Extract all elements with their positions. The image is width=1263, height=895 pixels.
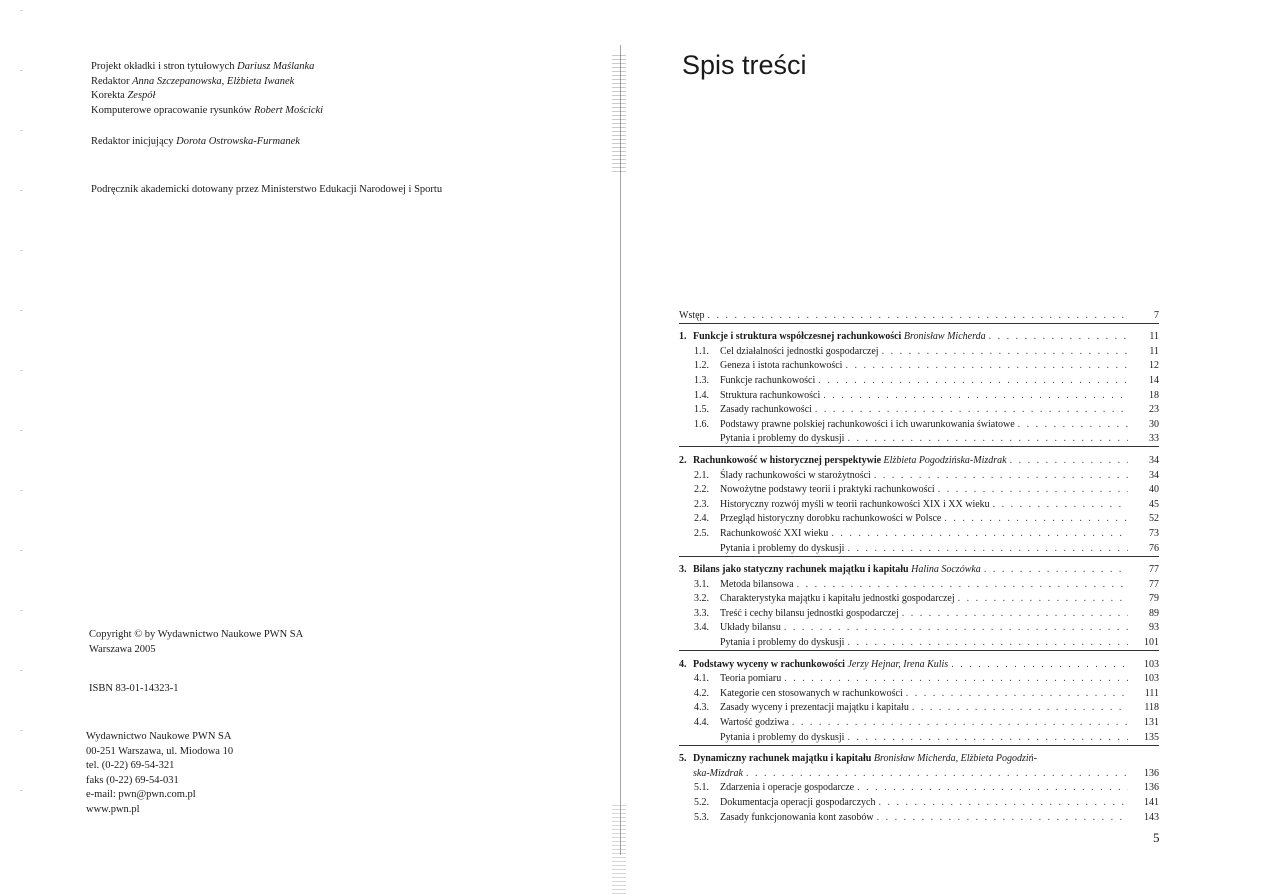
scan-speckle (612, 55, 626, 175)
initiating-editor: Redaktor inicjujący Dorota Ostrowska-Furmanek (91, 136, 300, 147)
toc-entry-chapter[interactable]: 4. Podstawy wyceny w rachunkowości Jerzy Hejnar, Irena Kulis . . . 103 (679, 655, 1159, 670)
right-page (625, 0, 1263, 893)
toc-entry-questions[interactable]: Pytania i problemy do dyskusji . . . 33 (679, 430, 1159, 445)
toc-entry-section[interactable]: 5.2. Dokumentacja operacji gospodarczych . . . 141 (679, 793, 1159, 808)
gutter-line (620, 45, 621, 855)
toc-entry-section[interactable]: 3.2. Charakterystyka majątku i kapitału jednostki gospodarczej . . . 79 (679, 590, 1159, 605)
toc-entry-chapter[interactable]: 1. Funkcje i struktura współczesnej rachunkowości Bronisław Micherda . . . 11 (679, 328, 1159, 343)
toc-entry-questions[interactable]: Pytania i problemy do dyskusji . . . 101 (679, 633, 1159, 648)
book-gutter (612, 45, 626, 855)
toc-entry-section[interactable]: 1.3. Funkcje rachunkowości . . . 14 (679, 371, 1159, 386)
credit-line: Projekt okładki i stron tytułowych Dariusz Maślanka (91, 61, 315, 72)
grant-note: Podręcznik akademicki dotowany przez Ministerstwo Edukacji Narodowej i Sportu (91, 184, 443, 195)
toc-entry-section[interactable]: 4.1. Teoria pomiaru . . . 103 (679, 670, 1159, 685)
toc-entry-chapter[interactable]: 2. Rachunkowość w historycznej perspektywie Elżbieta Pogodzińska-Mizdrak . . . 34 (679, 451, 1159, 466)
credit-line: Komputerowe opracowanie rysunków Robert Mościcki (91, 104, 324, 116)
toc-entry-section[interactable]: 2.3. Historyczny rozwój myśli w teorii rachunkowości XIX i XX wieku . . . 45 (679, 495, 1159, 510)
toc-entry-chapter[interactable]: 5. Dynamiczny rachunek majątku i kapitału Bronisław Micherda, Elżbieta Pogodziń- (679, 753, 1037, 765)
left-page (0, 0, 612, 893)
toc-entry-section[interactable]: 5.1. Zdarzenia i operacje gospodarcze . . . 136 (679, 779, 1159, 794)
copyright-block: Copyright © by Wydawnictwo Naukowe PWN SA Warszawa 2005 (89, 629, 304, 655)
toc-entry-chapter[interactable]: 3. Bilans jako statyczny rachunek majątku i kapitału Halina Soczówka . . . 77 (679, 561, 1159, 576)
toc-entry-intro[interactable]: Wstęp . . . 7 (679, 306, 1159, 321)
credit-line: Korekta Zespół (91, 90, 156, 101)
page-title: Spis treści (682, 50, 807, 80)
divider (679, 446, 1159, 447)
divider (679, 745, 1159, 746)
toc-entry-section[interactable]: 4.3. Zasady wyceny i prezentacji majątku i kapitału . . . 118 (679, 699, 1159, 714)
toc-entry-chapter[interactable]: ska-Mizdrak . . . 136 (679, 764, 1159, 779)
divider (679, 556, 1159, 557)
scan-speckle (612, 805, 626, 895)
toc-entry-section[interactable]: 3.3. Treść i cechy bilansu jednostki gospodarczej . . . 89 (679, 604, 1159, 619)
toc-entry-section[interactable]: 1.5. Zasady rachunkowości . . . 23 (679, 401, 1159, 416)
scan-edge-marks (20, 10, 23, 820)
toc-entry-section[interactable]: 3.4. Układy bilansu . . . 93 (679, 619, 1159, 634)
toc-entry-section[interactable]: 1.6. Podstawy prawne polskiej rachunkowości i ich uwarunkowania światowe . . . 30 (679, 415, 1159, 430)
isbn: ISBN 83-01-14323-1 (89, 683, 179, 694)
toc-entry-questions[interactable]: Pytania i problemy do dyskusji . . . 76 (679, 539, 1159, 554)
toc-entry-section[interactable]: 4.2. Kategorie cen stosowanych w rachunkowości . . . 111 (679, 684, 1159, 699)
toc-entry-questions[interactable]: Pytania i problemy do dyskusji . . . 135 (679, 728, 1159, 743)
table-of-contents (679, 306, 1159, 823)
toc-entry-section[interactable]: 2.5. Rachunkowość XXI wieku . . . 73 (679, 524, 1159, 539)
toc-entry-section[interactable]: 4.4. Wartość godziwa . . . 131 (679, 713, 1159, 728)
toc-entry-section[interactable]: 1.2. Geneza i istota rachunkowości . . . 12 (679, 357, 1159, 372)
toc-entry-section[interactable]: 2.4. Przegląd historyczny dorobku rachunkowości w Polsce . . . 52 (679, 510, 1159, 525)
publisher-address: Wydawnictwo Naukowe PWN SA 00-251 Warszawa, ul. Miodowa 10 tel. (0-22) 69-54-321 faks (0-22) 69-54-031 e-mail: pwn@pwn.com.pl www.pwn.pl (86, 731, 234, 815)
page-number: 5 (1153, 830, 1160, 845)
toc-entry-section[interactable]: 1.1. Cel działalności jednostki gospodarczej . . . 11 (679, 342, 1159, 357)
divider (679, 323, 1159, 324)
toc-entry-section[interactable]: 3.1. Metoda bilansowa . . . 77 (679, 575, 1159, 590)
toc-entry-section[interactable]: 2.2. Nowożytne podstawy teorii i praktyki rachunkowości . . . 40 (679, 481, 1159, 496)
toc-entry-section[interactable]: 5.3. Zasady funkcjonowania kont zasobów . . . 143 (679, 808, 1159, 823)
toc-entry-section[interactable]: 1.4. Struktura rachunkowości . . . 18 (679, 386, 1159, 401)
credit-line: Redaktor Anna Szczepanowska, Elżbieta Iwanek (91, 75, 295, 87)
toc-entry-section[interactable]: 2.1. Ślady rachunkowości w starożytności . . . 34 (679, 466, 1159, 481)
divider (679, 650, 1159, 651)
credits-block (91, 60, 323, 118)
